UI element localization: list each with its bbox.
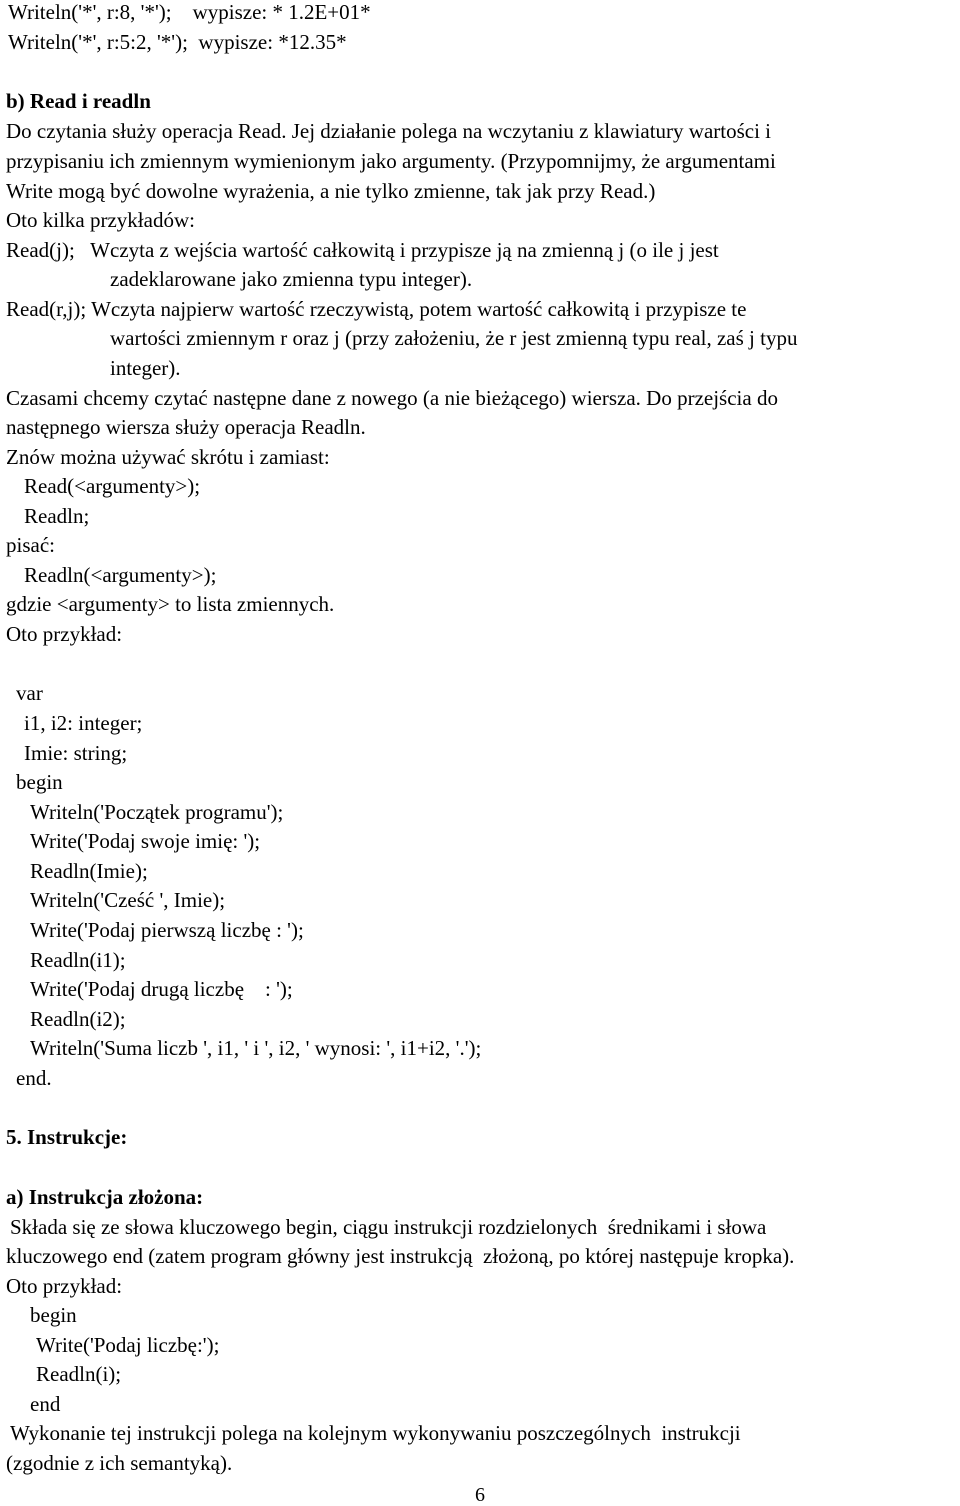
code-line: Writeln('Suma liczb ', i1, ' i ', i2, ' wynosi: ', i1+i2, '.');	[30, 1036, 482, 1060]
code-line: Readln(<argumenty>);	[24, 563, 217, 587]
code-line: Writeln('*', r:8, '*'); wypisze: * 1.2E+01*	[8, 0, 371, 24]
code-line: Readln(i2);	[30, 1007, 126, 1031]
paragraph-line: Write mogą być dowolne wyrażenia, a nie tylko zmienne, tak jak przy Read.)	[6, 179, 656, 203]
code-line: end.	[16, 1066, 52, 1090]
code-line: Readln(i);	[36, 1362, 122, 1386]
paragraph-line: Oto kilka przykładów:	[6, 208, 195, 232]
paragraph-line: Read(r,j); Wczyta najpierw wartość rzeczywistą, potem wartość całkowitą i przypisze te	[6, 297, 747, 321]
paragraph-line: integer).	[110, 356, 181, 380]
paragraph-line: wartości zmiennym r oraz j (przy założeniu, że r jest zmienną typu real, zaś j typu	[110, 326, 798, 350]
code-line: Read(<argumenty>);	[24, 474, 201, 498]
paragraph-line: Składa się ze słowa kluczowego begin, ciągu instrukcji rozdzielonych średnikami i słowa	[10, 1215, 767, 1239]
code-line: begin	[30, 1303, 77, 1327]
code-line: Write('Podaj drugą liczbę : ');	[30, 977, 293, 1001]
paragraph-line: Czasami chcemy czytać następne dane z nowego (a nie bieżącego) wiersza. Do przejścia do	[6, 386, 778, 410]
paragraph-line: Read(j); Wczyta z wejścia wartość całkowitą i przypisze ją na zmienną j (o ile j jest	[6, 238, 719, 262]
code-line: Readln(i1);	[30, 948, 126, 972]
paragraph-line: przypisaniu ich zmiennym wymienionym jako argumenty. (Przypomnijmy, że argumentami	[6, 149, 776, 173]
paragraph-line: zadeklarowane jako zmienna typu integer).	[110, 267, 473, 291]
code-line: Write('Podaj swoje imię: ');	[30, 829, 261, 853]
code-line: Readln(Imie);	[30, 859, 148, 883]
page-number: 6	[475, 1484, 485, 1506]
paragraph-line: kluczowego end (zatem program główny jest instrukcją złożoną, po której następuje kropka).	[6, 1244, 795, 1268]
code-line: Write('Podaj liczbę:');	[36, 1333, 220, 1357]
code-line: Write('Podaj pierwszą liczbę : ');	[30, 918, 304, 942]
paragraph-line: Wykonanie tej instrukcji polega na kolejnym wykonywaniu poszczególnych instrukcji	[10, 1421, 741, 1445]
code-line: Imie: string;	[24, 741, 128, 765]
paragraph-line: (zgodnie z ich semantyką).	[6, 1451, 233, 1475]
paragraph-line: gdzie <argumenty> to lista zmiennych.	[6, 592, 335, 616]
section-heading: 5. Instrukcje:	[6, 1125, 128, 1149]
code-line: Readln;	[24, 504, 90, 528]
paragraph-line: Oto przykład:	[6, 622, 123, 646]
paragraph-line: Do czytania służy operacja Read. Jej działanie polega na wczytaniu z klawiatury wartości i	[6, 119, 772, 143]
paragraph-line: Oto przykład:	[6, 1274, 123, 1298]
code-line: Writeln('Cześć ', Imie);	[30, 888, 226, 912]
paragraph-line: następnego wiersza służy operacja Readln.	[6, 415, 366, 439]
code-line: i1, i2: integer;	[24, 711, 143, 735]
code-line: begin	[16, 770, 63, 794]
paragraph-line: pisać:	[6, 533, 55, 557]
code-line: Writeln('*', r:5:2, '*'); wypisze: *12.35*	[8, 30, 347, 54]
code-line: var	[16, 681, 43, 705]
section-heading: a) Instrukcja złożona:	[6, 1185, 204, 1209]
section-heading: b) Read i readln	[6, 89, 151, 113]
paragraph-line: Znów można używać skrótu i zamiast:	[6, 445, 330, 469]
code-line: end	[30, 1392, 61, 1416]
code-line: Writeln('Początek programu');	[30, 800, 284, 824]
